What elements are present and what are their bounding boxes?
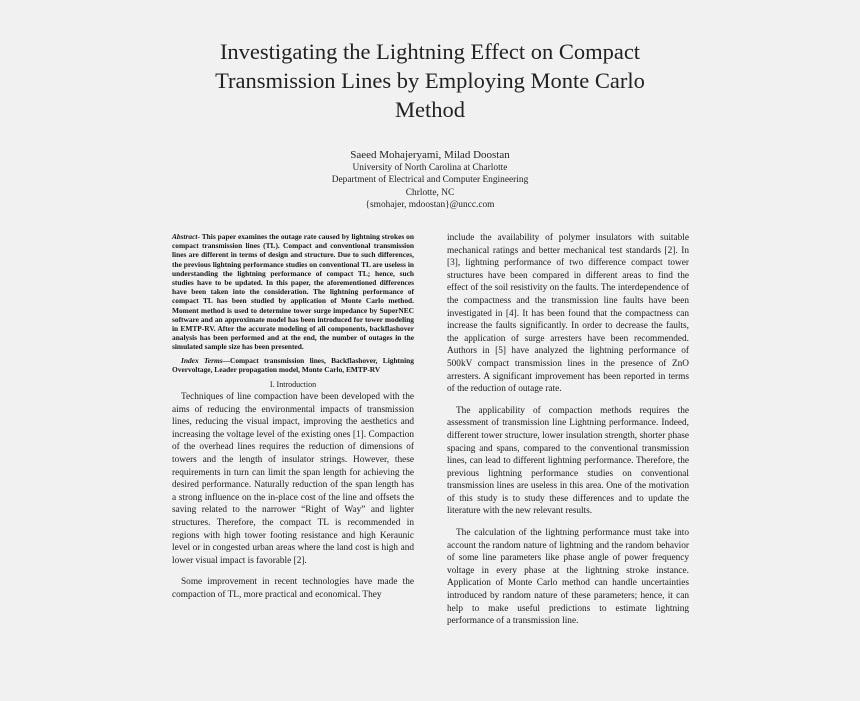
affiliation-department: Department of Electrical and Computer Engineering: [331, 175, 529, 186]
author-block: [230, 148, 630, 211]
affiliation-university: University of North Carolina at Charlotte: [352, 163, 508, 173]
body-paragraph: Techniques of line compaction have been developed with the aims of reducing the environmental impacts of transmission lines, reducing the visual impact, improving the aesthetics and increasing the voltage level of the existing ones [1]. Compaction of the overhead lines requires the reduction of dimensions of towers and the length of insulator strings. However, these requirements in turn can limit the span length for achieving the desired performance. Naturally reduction of the span length has a strong influence on the in-place cost of the line and offsets the saving related to the narrower “Right of Way” and lighter structures. Therefore, the compact TL is recommended in regions with high tower footing resistance and high Keraunic level or in congested urban areas where the land cost is high and lower visual impact is favorable [2].: [172, 392, 414, 566]
body-paragraph: include the availability of polymer insulators with suitable mechanical ratings and better mechanical test standards [2]. In [3], lightning performance of two difference compact tower structures have been compared in different areas to find the effect of the soil resistivity on the faults. The interdependence of the compactness and the transmission line faults have been investigated in [4]. It has been found that the compactness can increase the faults significantly. In order to decrease the faults, the application of surge arresters have been recommended. Authors in [5] have analyzed the lightning performance of 500kV compact transmission lines in the presence of ZnO arresters. A significant improvement has been reported in terms of the reduction of outage rate.: [447, 233, 689, 395]
body-paragraph: The calculation of the lightning performance must take into account the random nature of lightning and the random behavior of some line parameters like phase angle of power frequency voltage in every phase at the lightning stroke instance. Application of Monte Carlo method can handle uncertainties introduced by random nature of these parameters; hence, it can help to make useful predictions to estimate lightning performance of a transmission line.: [447, 528, 689, 627]
right-column: [447, 232, 689, 628]
affiliation-location: Chrlotte, NC: [405, 187, 455, 198]
title-line-2: Transmission Lines by Employing Monte Carlo: [215, 68, 645, 93]
affiliation-email: {smohajer, mdoostan}@uncc.com: [365, 199, 495, 210]
section-heading: I. Introduction: [269, 380, 317, 390]
index-terms: [172, 356, 414, 374]
title-line-3: Method: [395, 97, 465, 122]
left-column: [172, 232, 414, 602]
body-paragraph: Some improvement in recent technologies have made the compaction of TL, more practical and economical. They: [172, 577, 414, 600]
index-terms-body: —Compact transmission lines, Backflashover, Lightning Overvoltage, Leader propagation model, Monte Carlo, EMTP-RV: [172, 355, 414, 374]
author-names: Saeed Mohajeryami, Milad Doostan: [350, 149, 510, 161]
index-terms-lead: Index Terms: [181, 355, 223, 365]
title-line-1: Investigating the Lightning Effect on Compact: [219, 39, 641, 64]
paper-title: [130, 37, 730, 124]
abstract-lead: Abstract-: [172, 232, 200, 241]
body-paragraph: The applicability of compaction methods requires the assessment of transmission line Lightning performance. Indeed, different tower structure, lower insulation strength, shorter phase spacing and spans, compared to the conventional transmission lines, can lead to different lightning performance. Therefore, the previous lightning performance studies on conventional transmission lines are useless in this area. One of the motivation of this study is to study these differences and to update the literature with the new relevant results.: [447, 405, 689, 517]
abstract: [172, 232, 414, 352]
abstract-body: This paper examines the outage rate caused by lightning strokes on compact transmission lines (TL). Compact and conventional transmission lines are different in terms of design and structure. Due to such differences, the previous lightning performance studies on conventional TL are useless in understanding the lightning performance of compact TL; hence, such studies have to be updated. In this paper, the aforementioned differences have been taken into the consideration. The lightning performance of compact TL has been studied by application of Monte Carlo method. Moment method is used to determine tower surge impedance by SuperNEC software and an approximate model has been introduced for tower modeling in EMTP-RV. After the accurate modeling of all components, backflashover analysis has been performed and at the end, the number of outages in the simulated sample size has been presented.: [172, 232, 414, 352]
